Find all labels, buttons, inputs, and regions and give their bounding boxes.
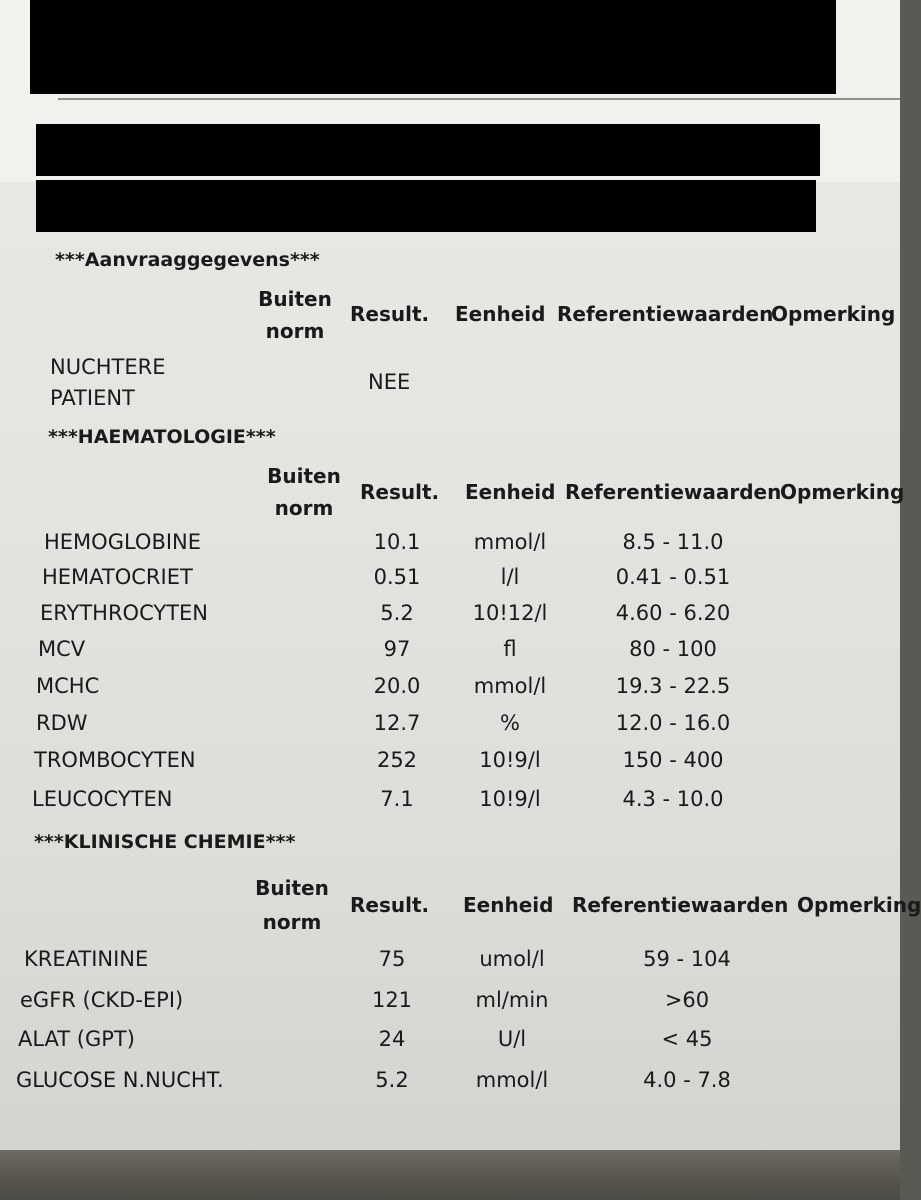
test-name: TROMBOCYTEN xyxy=(34,748,196,772)
test-unit: fl xyxy=(503,637,517,661)
header-result: Result. xyxy=(350,302,430,326)
test-name: LEUCOCYTEN xyxy=(32,787,173,811)
redaction-bar-4 xyxy=(36,180,816,232)
header-eenheid: Eenheid xyxy=(465,480,556,504)
table-row xyxy=(0,1024,900,1054)
header-norm: norm xyxy=(265,319,325,343)
header-opmerking: Opmerking xyxy=(780,480,905,504)
test-reference: 4.60 - 6.20 xyxy=(615,601,731,625)
test-result: 75 xyxy=(378,947,406,971)
test-unit: mmol/l xyxy=(473,674,547,698)
test-unit: % xyxy=(500,711,520,735)
redaction-bar-1 xyxy=(30,0,836,36)
test-result: 97 xyxy=(383,637,411,661)
test-reference: 19.3 - 22.5 xyxy=(615,674,731,698)
test-name: GLUCOSE N.NUCHT. xyxy=(16,1068,224,1092)
table-row xyxy=(0,708,900,738)
table-surface xyxy=(0,1150,900,1200)
table-row xyxy=(0,527,900,557)
table-row xyxy=(0,985,900,1015)
test-result: 10.1 xyxy=(373,530,421,554)
fold-line xyxy=(58,98,900,100)
test-reference: 4.0 - 7.8 xyxy=(643,1068,731,1092)
test-unit: l/l xyxy=(500,565,520,589)
test-reference: 150 - 400 xyxy=(622,748,724,772)
header-norm: norm xyxy=(274,496,334,520)
test-name: eGFR (CKD-EPI) xyxy=(20,988,184,1012)
test-result: 0.51 xyxy=(373,565,421,589)
test-name: HEMATOCRIET xyxy=(42,565,193,589)
header-opmerking: Opmerking xyxy=(797,893,921,917)
header-result: Result. xyxy=(350,893,430,917)
test-result: 252 xyxy=(376,748,418,772)
test-name: HEMOGLOBINE xyxy=(44,530,202,554)
table-row xyxy=(0,1065,900,1095)
table-row xyxy=(0,745,900,775)
test-result: 121 xyxy=(371,988,413,1012)
test-unit: ml/min xyxy=(475,988,549,1012)
test-result: 20.0 xyxy=(373,674,421,698)
table-row xyxy=(0,944,900,974)
test-unit: U/l xyxy=(497,1027,527,1051)
table-row xyxy=(0,671,900,701)
section-title-haematologie: ***HAEMATOLOGIE*** xyxy=(48,426,276,448)
test-unit: umol/l xyxy=(479,947,545,971)
test-unit: 10!9/l xyxy=(479,787,541,811)
header-buiten: Buiten xyxy=(258,287,332,311)
redaction-bar-3 xyxy=(36,124,820,176)
test-name: RDW xyxy=(36,711,88,735)
test-unit: 10!12/l xyxy=(472,601,548,625)
header-eenheid: Eenheid xyxy=(455,302,546,326)
header-buiten: Buiten xyxy=(267,464,341,488)
test-result: 5.2 xyxy=(375,1068,409,1092)
test-name: MCHC xyxy=(36,674,100,698)
header-buiten: Buiten xyxy=(255,876,329,900)
test-reference: 4.3 - 10.0 xyxy=(622,787,724,811)
header-referentie: Referentiewaarden xyxy=(565,480,782,504)
test-reference: >60 xyxy=(664,988,710,1012)
test-result: 24 xyxy=(378,1027,406,1051)
test-reference: 80 - 100 xyxy=(629,637,717,661)
test-name-nuchtere-line2: PATIENT xyxy=(50,386,135,410)
test-unit: 10!9/l xyxy=(479,748,541,772)
test-result: 7.1 xyxy=(380,787,414,811)
header-referentie: Referentiewaarden xyxy=(572,893,789,917)
table-row xyxy=(0,784,900,814)
table-row xyxy=(0,634,900,664)
test-reference: 59 - 104 xyxy=(643,947,731,971)
header-norm: norm xyxy=(262,910,322,934)
table-row xyxy=(0,598,900,628)
test-unit: mmol/l xyxy=(473,530,547,554)
test-unit: mmol/l xyxy=(475,1068,549,1092)
test-name-nuchtere-line1: NUCHTERE xyxy=(50,355,166,379)
header-result: Result. xyxy=(360,480,440,504)
header-eenheid: Eenheid xyxy=(463,893,554,917)
section-title-aanvraag: ***Aanvraaggegevens*** xyxy=(55,249,320,271)
test-name: KREATININE xyxy=(24,947,149,971)
test-name: ERYTHROCYTEN xyxy=(40,601,209,625)
test-result: 5.2 xyxy=(380,601,414,625)
test-reference: 0.41 - 0.51 xyxy=(615,565,731,589)
header-opmerking: Opmerking xyxy=(771,302,896,326)
test-reference: 8.5 - 11.0 xyxy=(622,530,724,554)
redaction-bar-2 xyxy=(30,36,836,94)
test-name: MCV xyxy=(38,637,86,661)
test-result-nuchtere: NEE xyxy=(368,370,411,394)
test-reference: 12.0 - 16.0 xyxy=(615,711,731,735)
table-row xyxy=(0,562,900,592)
test-name: ALAT (GPT) xyxy=(18,1027,135,1051)
test-result: 12.7 xyxy=(373,711,421,735)
test-reference: < 45 xyxy=(661,1027,713,1051)
section-title-chemie: ***KLINISCHE CHEMIE*** xyxy=(34,831,296,853)
header-referentie: Referentiewaarden xyxy=(557,302,774,326)
